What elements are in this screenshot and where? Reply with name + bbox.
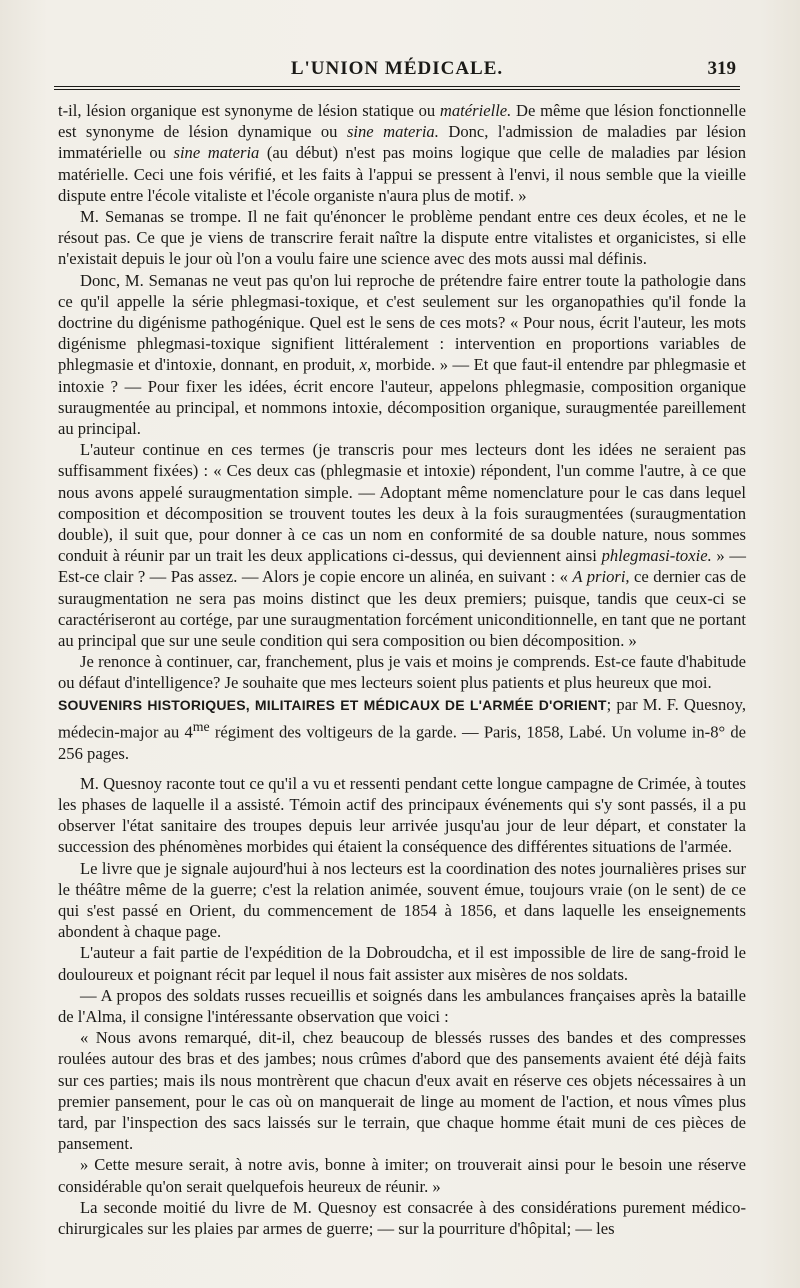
text-run: L'auteur a fait partie de l'expédition de la Dobroudcha, et il est impossible de lire de sang-froid le douloureux et poignant récit par lequel il nous fait assister aux misères de nos soldats. — [58, 943, 746, 984]
paragraph — [58, 1197, 746, 1239]
quotation-paragraph — [58, 1154, 746, 1196]
text-run: Je renonce à continuer, car, franchement, plus je vais et moins je comprends. Est-ce faute d'habitude ou défaut d'intelligence? Je souhaite que mes lecteurs soient plus patients et plus heureux que moi. — [58, 652, 746, 693]
superscript: me — [192, 718, 210, 734]
book-title: SOUVENIRS HISTORIQUES, MILITAIRES ET MÉDICAUX DE L'ARMÉE D'ORIENT — [58, 696, 607, 713]
paragraph — [58, 651, 746, 693]
header-rule — [54, 86, 740, 87]
header-rule-thin — [54, 89, 740, 90]
paragraph — [58, 206, 746, 270]
italic-run: phlegmasi-toxie. — [601, 546, 712, 566]
text-run: » — Est-ce clair ? — Pas assez. — Alors je copie encore un alinéa, en suivant : « — [58, 546, 747, 587]
text-run: Donc, l'admission de maladies par lésion immatérielle ou — [58, 122, 746, 163]
text-run: , morbide. » — Et que faut-il entendre par phlegmasie et intoxie ? — Pour fixer les idées, écrit encore l'auteur, appelons phlegmasie, composition organique suraugmentée au principal, et nommons intoxie, décomposition organique, suraugmentée pareillement au principal. — [58, 355, 747, 439]
page-number: 319 — [707, 58, 736, 79]
text-run: Le livre que je signale aujourd'hui à nos lecteurs est la coordination des notes journalières prises sur le théâtre même de la guerre; c'est la relation animée, souvent émue, toujours vraie (on le sent) de ce qui s'est passé en Orient, du commencement de 1854 à 1856, et dans laquelle les enseignements abondent à chaque page. — [58, 858, 746, 942]
journal-title: L'UNION MÉDICALE. — [290, 58, 504, 79]
text-run: ; par M. F. Quesnoy, médecin-major au 4 — [58, 694, 746, 742]
text-run: Donc, M. Semanas ne veut pas qu'on lui reproche de prétendre faire entrer toute la pathologie dans ce qu'il appelle la série phlegmasi-toxique, et c'est seulement sur les organopathies qu'il fonde la doctrine du digénisme pathogénique. Quel est le sens de ces mots? « Pour nous, écrit l'auteur, les mots digénisme phlegmasi-toxique signifient littéralement : intervention en proportions variables de phlegmasie et d'intoxie, donnant, en produit, — [58, 270, 746, 375]
paragraph — [58, 985, 746, 1027]
italic-run: sine materia — [173, 143, 260, 163]
text-run: t-il, lésion organique est synonyme de lésion statique ou — [58, 101, 440, 120]
text-run: M. Semanas se trompe. Il ne fait qu'énoncer le problème pendant entre ces deux écoles, et ne le résout pas. Ce que je viens de transcrire ferait naître la dispute entre vitalistes et organicistes, si elle n'existait depuis le jour où l'on a voulu faire une science avec des mots aussi mal définis. — [58, 207, 746, 269]
text-run: La seconde moitié du livre de M. Quesnoy est consacrée à des considérations purement médico-chirurgicales sur les plaies par armes de guerre; — sur la pourriture d'hôpital; — les — [58, 1197, 746, 1239]
text-run: M. Quesnoy raconte tout ce qu'il a vu et ressenti pendant cette longue campagne de Crimée, à toutes les phases de laquelle il a assisté. Témoin actif des principaux événements qui s'y sont passés, il a pu observer l'état sanitaire des troupes depuis leur arrivée jusqu'au jour de leur départ, et constater la succession des phénomènes morbides qui étaient la conséquence des différentes situations de l'armée. — [58, 773, 746, 857]
paragraph — [58, 100, 746, 206]
paragraph — [58, 773, 746, 858]
paragraph — [58, 858, 746, 943]
paragraph — [58, 439, 746, 651]
text-run: (au début) n'est pas moins logique que celle de maladies par lésion matérielle. Ceci une fois vérifié, et les faits à l'appui se pressent à l'envi, il nous semble que la vieille dispute entre l'école vitaliste et l'école organiste n'aura plus de motif. » — [58, 143, 747, 205]
review-heading — [58, 694, 746, 764]
body-text — [58, 100, 746, 1239]
paragraph — [58, 942, 746, 984]
text-run: ce dernier cas de suraugmentation ne sera pas moins distinct que les deux premiers; puisque, tandis que ceux-ci se caractériseront au cortége, par une suraugmentation forcément uniconditionnelle, en tant que ne portant au principal que sur une seule condition qui sera composition ou bien décomposition. » — [58, 567, 746, 651]
text-run: De même que lésion fonctionnelle est synonyme de lésion dynamique ou — [58, 101, 746, 142]
italic-run: x — [359, 355, 368, 375]
text-run: L'auteur continue en ces termes (je transcris pour mes lecteurs dont les idées ne seraient pas suffisamment fixées) : « Ces deux cas (phlegmasie et intoxie) répondent, l'un comme l'autre, à ce que nous avons appelé suraugmentation simple. — Adoptant même nomenclature pour le cas dans lequel composition et décomposition se trouvent toutes les deux à la fois suraugmentées (suraugmentation double), il suit que, pour donner à ce cas un nom en conformité de sa double nature, nous sommes conduit à réunir par un trait les deux applications ci-dessus, qui deviennent ainsi — [58, 440, 746, 566]
text-run: » Cette mesure serait, à notre avis, bonne à imiter; on trouverait ainsi pour le besoin une réserve considérable qu'on serait quelquefois heureux de réunir. » — [58, 1155, 746, 1196]
text-run: — A propos des soldats russes recueillis et soignés dans les ambulances françaises après la bataille de l'Alma, il consigne l'intéressante observation que voici : — [58, 985, 746, 1027]
italic-run: A priori, — [572, 567, 630, 587]
text-run: régiment des voltigeurs de la garde. — Paris, 1858, Labé. Un volume in-8° de 256 pages. — [58, 722, 746, 763]
italic-run: sine materia. — [346, 122, 439, 142]
paragraph — [58, 270, 746, 440]
text-run: « Nous avons remarqué, dit-il, chez beaucoup de blessés russes des bandes et des compresses roulées autour des bras et des jambes; nous crûmes d'abord que des pansements avaient été déjà faits sur ces parties; mais ils nous montrèrent que chacun d'eux avait en réserve ces objets nécessaires à un premier pansement, pour le cas où on manquerait de linge au moment de l'action, et nous vîmes plus tard, par l'inspection des sacs laissés sur le terrain, que chaque homme était muni de ces pièces de pansement. — [58, 1028, 746, 1154]
running-header — [54, 56, 740, 84]
italic-run: matérielle. — [439, 101, 512, 120]
quotation-paragraph — [58, 1027, 746, 1154]
